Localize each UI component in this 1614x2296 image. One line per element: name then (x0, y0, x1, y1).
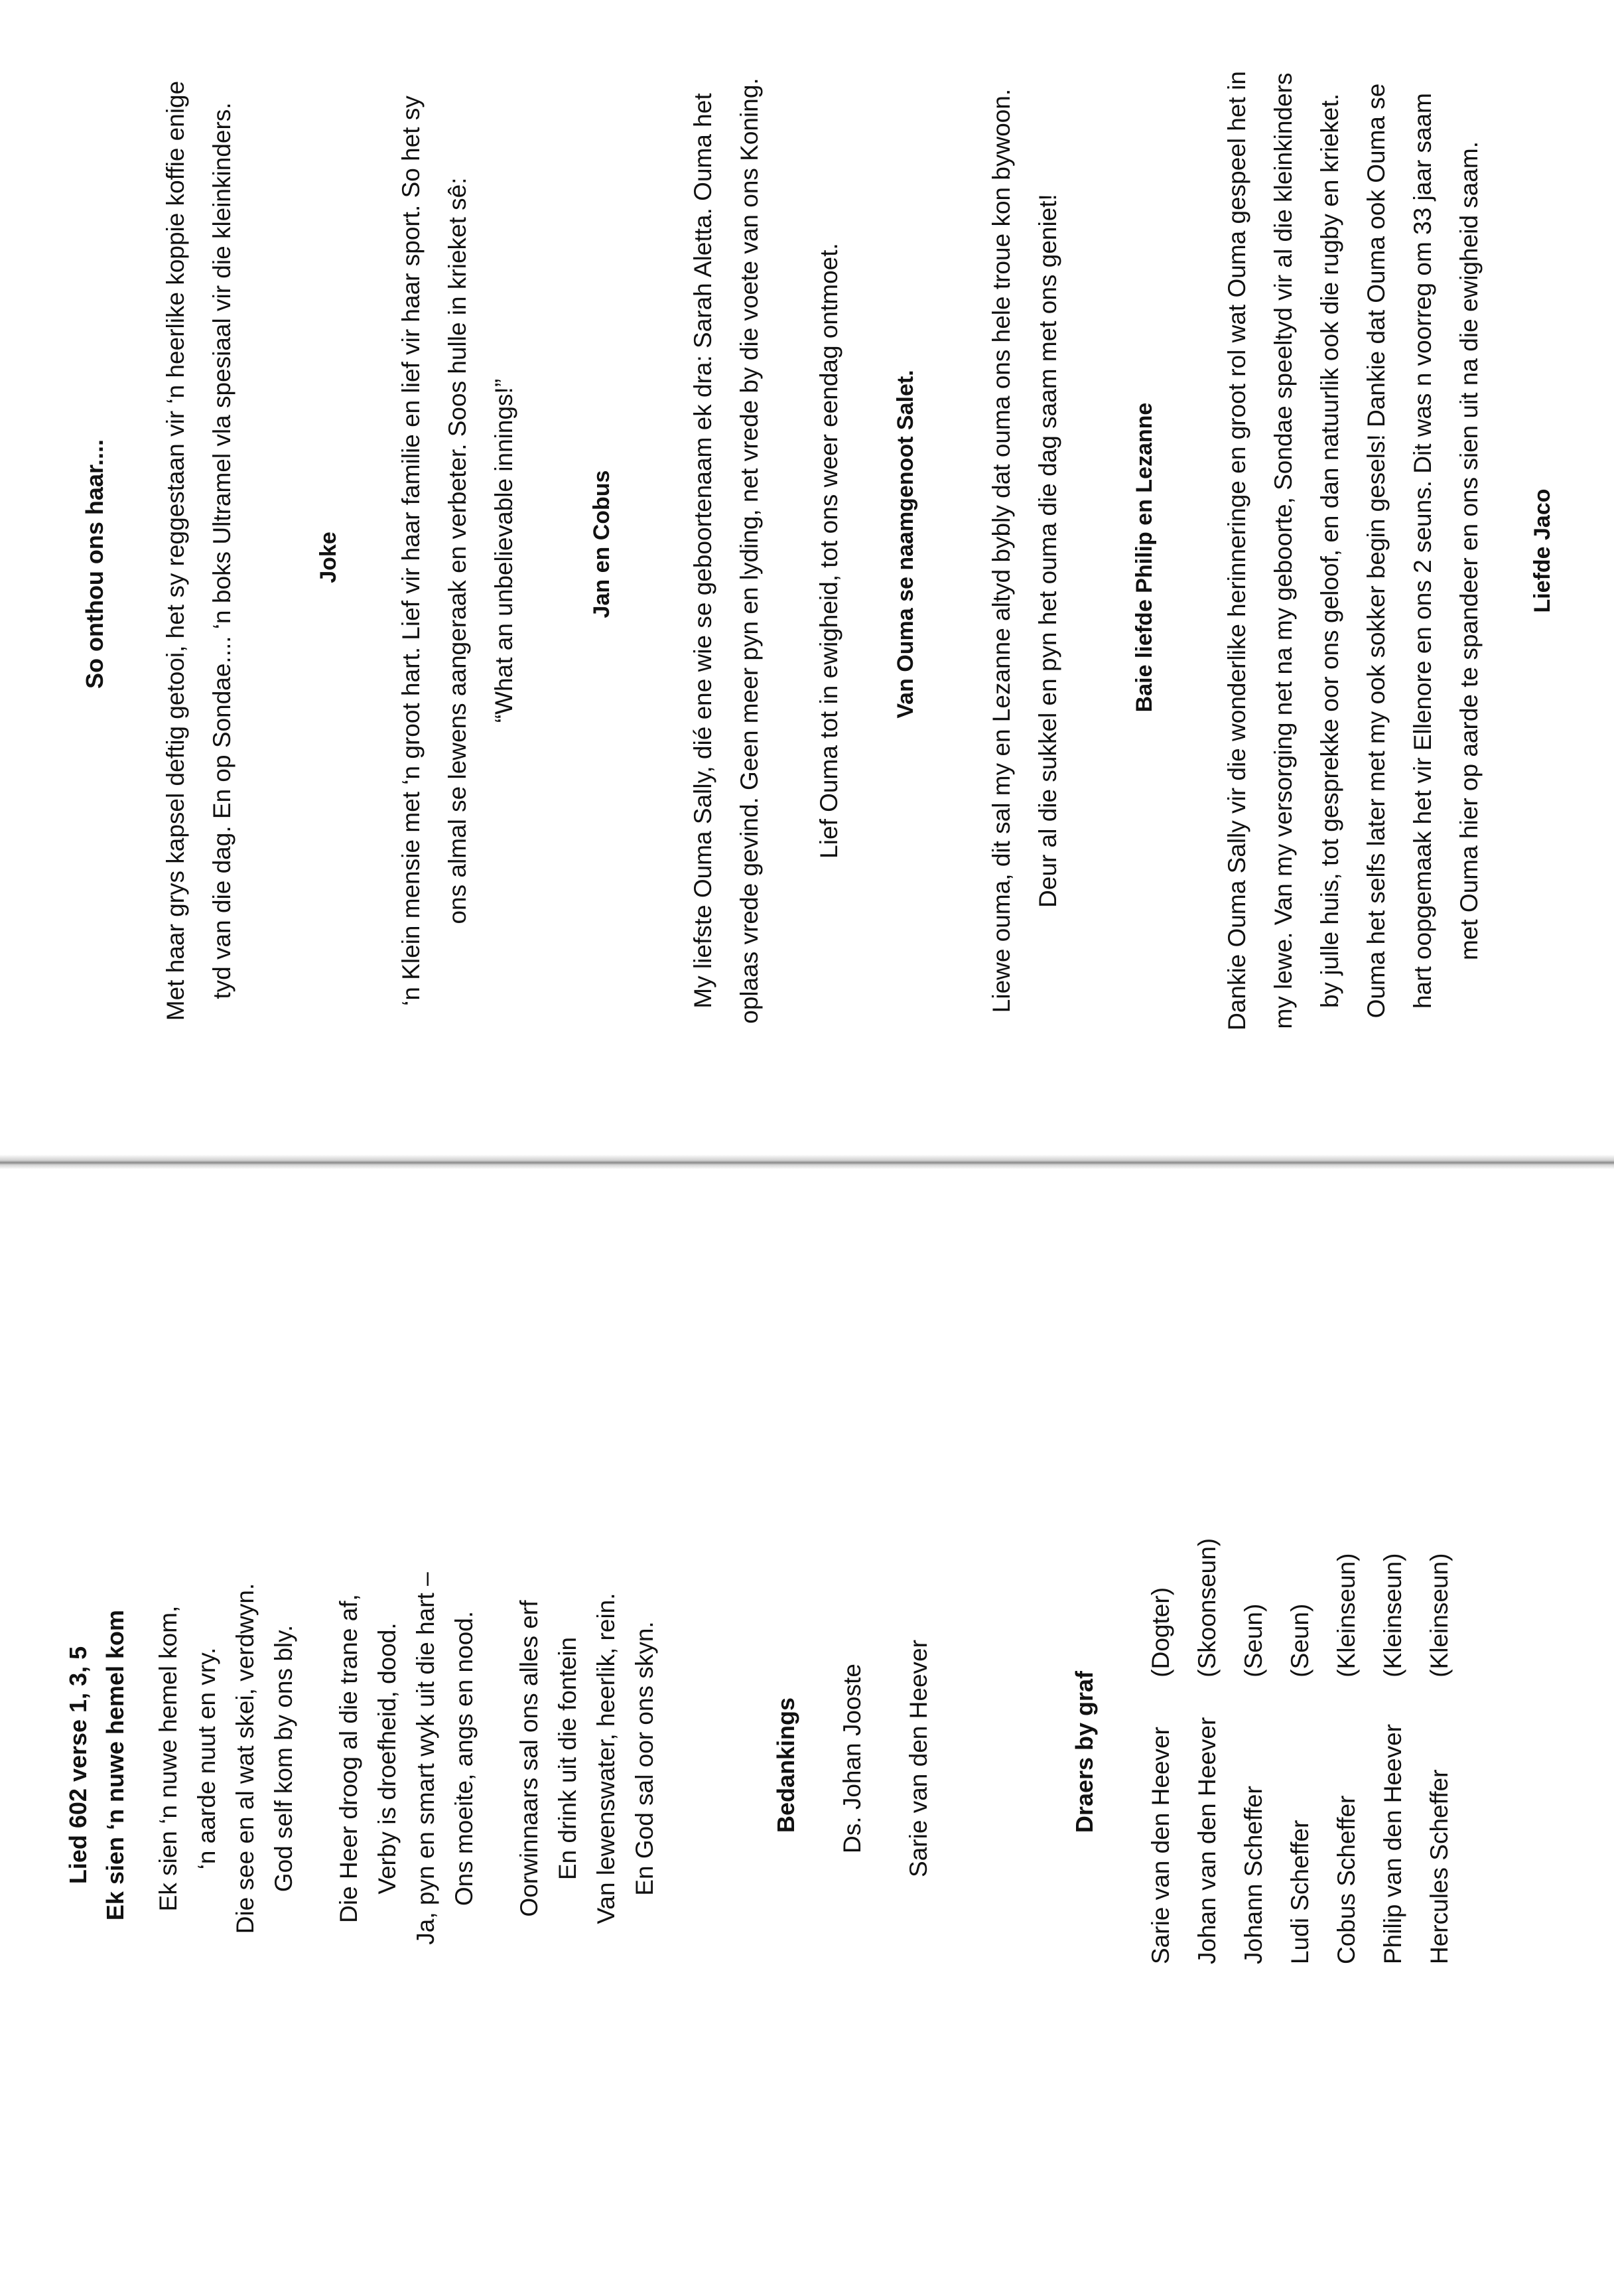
bedankings-name: Sarie van den Heever (905, 1640, 932, 1877)
verse-line: En drink uit die fontein (554, 1636, 581, 1881)
bedankings-heading: Bedankings (772, 1697, 799, 1833)
tribute-line: ‘n Klein mensie met ‘n groot hart. Lief vir haar familie en lief vir haar sport. So het sy (397, 96, 425, 1006)
draer-row (1277, 1538, 1323, 1964)
draer-row (1323, 1538, 1370, 1964)
verse-line: ‘n aarde nuut en vry. (193, 1647, 220, 1870)
verse-line: Ek sien ‘n nuwe hemel kom, (155, 1605, 182, 1912)
draer-name: Ludi Scheffer (1286, 1820, 1313, 1964)
draer-row (1416, 1538, 1463, 1964)
tribute-line: Lief Ouma tot in ewigheid, tot ons weer eendag ontmoet. (815, 243, 842, 859)
tribute-signature: Baie liefde Philip en Lezanne (1132, 402, 1157, 713)
bedankings-list (819, 1619, 952, 1898)
tribute-line: tyd van die dag. En op Sondae.... ‘n boks Ultramel vla spesiaal vir die kleinkinders. (208, 102, 235, 999)
tribute-line: Ouma het selfs later met my ook sokker begin gesels! Dankie dat Ouma ook Ouma se (1363, 83, 1390, 1019)
tribute-jan-cobus (388, 7, 527, 1095)
tribute-joke (153, 7, 245, 1095)
draer-name: Philip van den Heever (1379, 1724, 1406, 1964)
tribute-line: oplaas vrede gevind. Geen meer pyn en lyding, net vrede by die voete van ons Koning. (736, 78, 763, 1024)
draer-name: Johann Scheffer (1240, 1786, 1267, 1964)
verse-line: Die see en al wat skei, verdwyn. (232, 1583, 259, 1934)
tribute-signature: Jan en Cobus (589, 470, 614, 618)
tribute-signature: Joke (316, 532, 341, 583)
draer-row (1184, 1538, 1231, 1964)
tribute-signature: Van Ouma se naamgenoot Salet. (893, 370, 918, 719)
draer-role: (Kleinseun) (1333, 1553, 1360, 1678)
verse-line: En God sal oor ons skyn. (631, 1621, 658, 1896)
verse-line: Die Heer droog al die trane af, (335, 1594, 362, 1923)
tribute-line: Met haar grys kapsel deftig getooi, het sy reggestaan vir ‘n heerlike koppie koffie enige (162, 80, 189, 1021)
draer-name: Hercules Scheffer (1426, 1769, 1453, 1964)
tribute-line: Liewe ouma, dit sal my en Lezanne altyd bybly dat ouma ons hele troue kon bywoon. (988, 88, 1015, 1013)
tribute-line: my lewe. Van my versorging net na my geboorte, Sondae speeltyd vir al die kleinkinders (1270, 72, 1297, 1029)
draer-role: (Kleinseun) (1426, 1553, 1453, 1678)
hymn-verses (149, 1553, 664, 1964)
draer-role: (Kleinseun) (1379, 1553, 1406, 1678)
verse-line: Van lewenswater, heerlik, rein. (592, 1593, 620, 1924)
page-fold (0, 1155, 1614, 1169)
draer-row (1231, 1538, 1277, 1964)
draer-role: (Seun) (1286, 1603, 1313, 1678)
panel-title: So onthou ons haar.... (81, 439, 108, 689)
draers-table (1138, 1538, 1463, 1964)
hymn-title: Lied 602 verse 1, 3, 5 (64, 1646, 92, 1885)
bedankings-name: Ds. Johan Jooste (839, 1664, 866, 1853)
tribute-jaco (1214, 0, 1493, 1115)
hymn-heading (60, 1566, 134, 1964)
tribute-line: hart oopgemaak het vir Ellenore en ons 2 seuns. Dit was n voorreg om 33 jaar saam (1409, 93, 1436, 1009)
draer-role: (Dogter) (1147, 1587, 1174, 1678)
draer-role: (Seun) (1240, 1603, 1267, 1678)
draer-name: Sarie van den Heever (1147, 1727, 1174, 1964)
draer-role: (Skoonseun) (1193, 1538, 1221, 1678)
verse-line: Ja, pyn en smart wyk uit die hart – (412, 1572, 439, 1945)
tribute-line: Deur al die sukkel en pyn het ouma die dag saam met ons geniet! (1034, 194, 1061, 908)
tribute-line: met Ouma hier op aarde te spandeer en ons sien uit na die ewigheid saam. (1455, 141, 1483, 961)
verse-line: Verby is droefheid, dood. (373, 1622, 401, 1895)
verse-line: Ons moeite, angs en nood. (450, 1611, 478, 1906)
draer-name: Johan van den Heever (1193, 1717, 1221, 1964)
tribute-line: ons almal se lewens aangeraak en verbeter. Soos hulle in krieket sê: (444, 177, 471, 924)
verse-line: Oorwinnaars sal ons alles erf (515, 1600, 543, 1917)
draer-row (1370, 1538, 1416, 1964)
draer-name: Cobus Scheffer (1333, 1795, 1360, 1964)
hymn-subtitle: Ek sien ‘n nuwe hemel kom (101, 1609, 129, 1921)
tribute-line: “What an unbelievable innings!” (490, 378, 517, 723)
tribute-signature: Liefde Jaco (1530, 488, 1555, 613)
draers-heading: Draers by graf (1071, 1670, 1098, 1833)
tribute-salet (680, 7, 852, 1095)
tribute-line: by julle huis, tot gesprekke oor ons geloof, en dan natuurlik ook die rugby en krieket. (1316, 93, 1343, 1009)
tribute-line: My liefste Ouma Sally, dié ene wie se geboortenaam ek dra: Sarah Aletta. Ouma het (689, 93, 716, 1009)
draer-row (1138, 1538, 1184, 1964)
tribute-philip-lezanne (978, 7, 1071, 1095)
tribute-line: Dankie Ouma Sally vir die wonderlike herinneringe en groot rol wat Ouma gespeel het in (1223, 71, 1250, 1031)
verse-line: God self kom by ons bly. (270, 1624, 297, 1893)
